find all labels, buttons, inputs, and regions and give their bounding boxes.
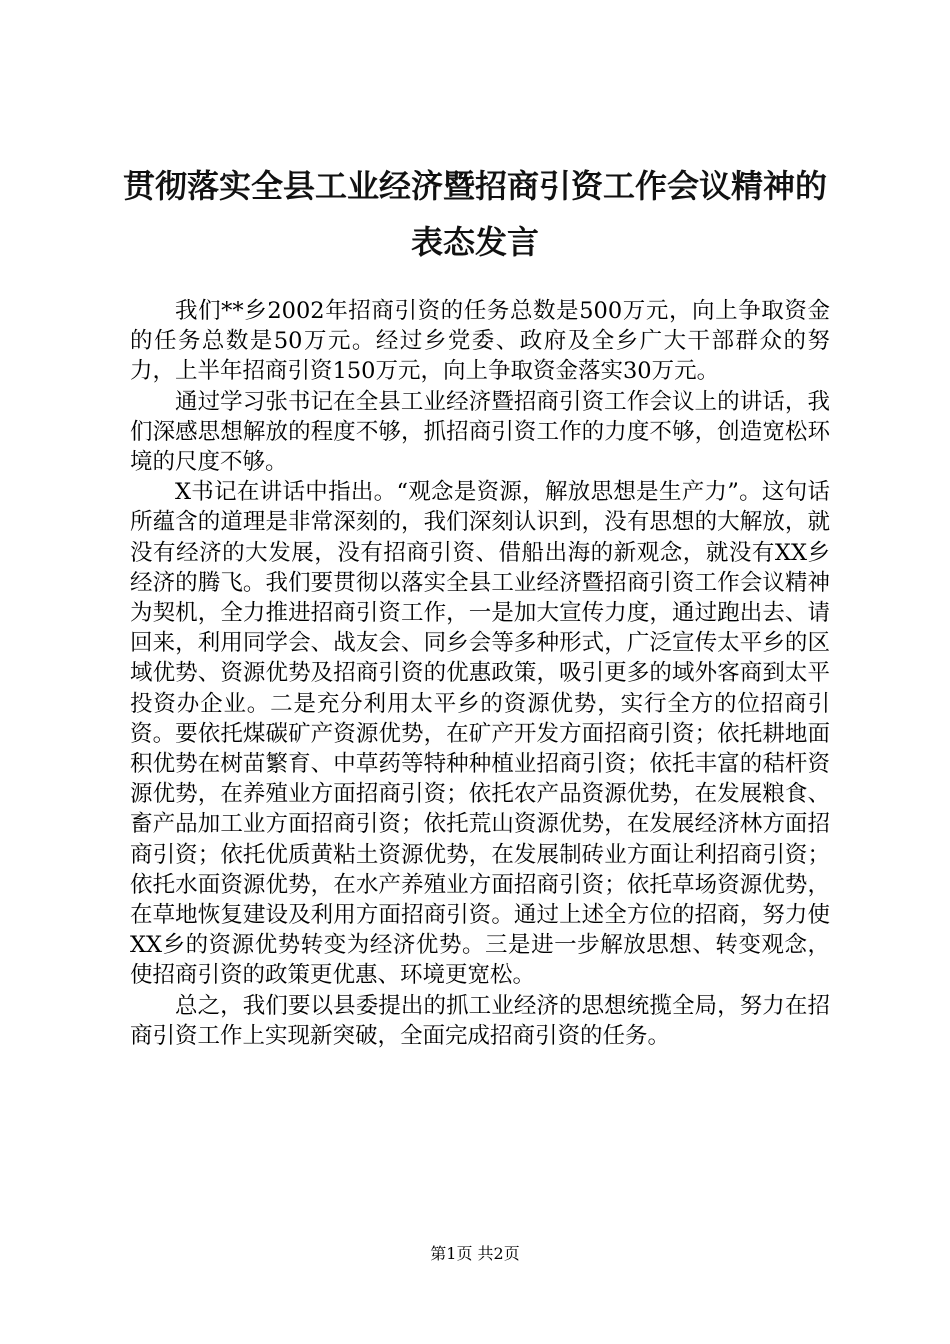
paragraph-3: X书记在讲话中指出。“观念是资源，解放思想是生产力”。这句话所蕴含的道理是非常深刻的，我们深刻认识到，没有思想的大解放，就没有经济的大发展，没有招商引资、借船出海的新观念，就没有XX乡经济的腾飞。我们要贯彻以落实全县工业经济暨招商引资工作会议精神为契机，全力推进招商引资工作，一是加大宣传力度，通过跑出去、请回来，利用同学会、战友会、同乡会等多种形式，广泛宣传太平乡的区域优势、资源优势及招商引资的优惠政策，吸引更多的域外客商到太平投资办企业。二是充分利用太平乡的资源优势，实行全方的位招商引资。要依托煤碳矿产资源优势，在矿产开发方面招商引资；依托耕地面积优势在树苗繁育、中草药等特种种植业招商引资；依托丰富的秸杆资源优势，在养殖业方面招商引资；依托农产品资源优势，在发展粮食、畜产品加工业方面招商引资；依托荒山资源优势，在发展经济林方面招商引资；依托优质黄粘土资源优势，在发展制砖业方面让利招商引资；依托水面资源优势，在水产养殖业方面招商引资；依托草场资源优势，在草地恢复建设及利用方面招商引资。通过上述全方位的招商，努力使XX乡的资源优势转变为经济优势。三是进一步解放思想、转变观念，使招商引资的政策更优惠、环境更宽松。 bbox=[130, 479, 830, 989]
document-title: 贯彻落实全县工业经济暨招商引资工作会议精神的表态发言 bbox=[122, 167, 827, 261]
page-number-footer: 第1页 共2页 bbox=[430, 1244, 520, 1263]
paragraph-2: 通过学习张书记在全县工业经济暨招商引资工作会议上的讲话，我们深感思想解放的程度不够，抓招商引资工作的力度不够，创造宽松环境的尺度不够。 bbox=[130, 388, 830, 476]
paragraph-4: 总之，我们要以县委提出的抓工业经济的思想统揽全局，努力在招商引资工作上实现新突破，全面完成招商引资的任务。 bbox=[130, 992, 830, 1049]
document-body bbox=[130, 296, 830, 1051]
paragraph-1: 我们**乡2002年招商引资的任务总数是500万元，向上争取资金的任务总数是50万元。经过乡党委、政府及全乡广大干部群众的努力，上半年招商引资150万元，向上争取资金落实30万元。 bbox=[130, 298, 830, 385]
